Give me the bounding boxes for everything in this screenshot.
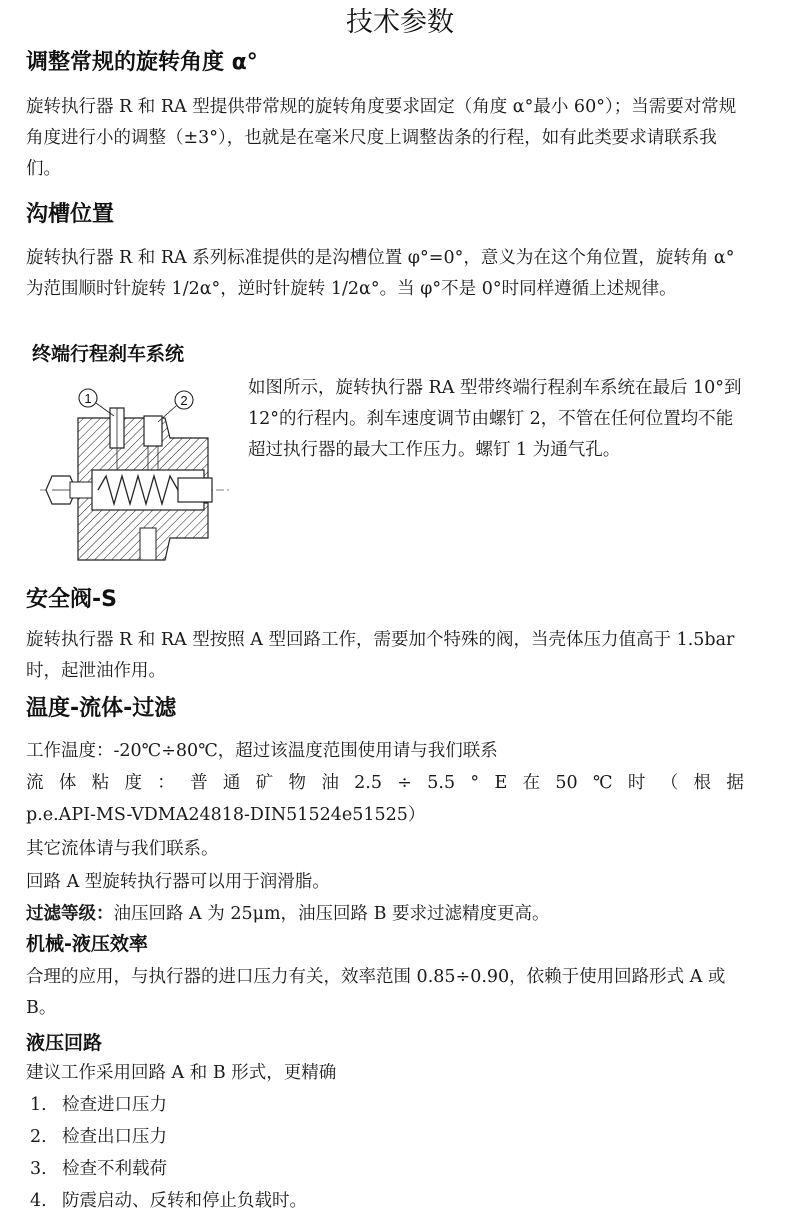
groove-heading: 沟槽位置: [26, 202, 115, 227]
viscosity-token: 时: [627, 773, 646, 793]
page-title: 技术参数: [346, 7, 454, 38]
viscosity-token: 据: [726, 773, 744, 793]
callout-2-label: 2: [180, 393, 188, 408]
efficiency-heading: 机械-液压效率: [26, 933, 148, 955]
viscosity-token: ：: [157, 773, 175, 793]
rotation-heading: 调整常规的旋转角度 α°: [26, 50, 258, 75]
safety-paragraph: 旋转执行器 R 和 RA 型按照 A 型回路工作，需要加个特殊的阀，当壳体压力值高于 1.5bar 时，起泄油作用。: [26, 630, 735, 681]
circuit-intro: 建议工作采用回路 A 和 B 形式，更精确: [26, 1063, 337, 1083]
rotation-paragraph: 旋转执行器 R 和 RA 型提供带常规的旋转角度要求固定（角度 α°最小 60°）；当需要对常规角度进行小的调整（±3°），也就是在毫米尺度上调整齿条的行程，如有此类要求请联系我们。: [26, 97, 737, 179]
brake-paragraph: 如图所示，旋转执行器 RA 型带终端行程刹车系统在最后 10°到 12°的行程内。刹车速度调节由螺钉 2，不管在任何位置均不能超过执行器的最大工作压力。螺钉 1 为通气孔。: [248, 378, 742, 460]
viscosity-token: E: [494, 773, 508, 793]
list-item-text: 检查不利载荷: [62, 1159, 167, 1179]
viscosity-token: 矿: [255, 773, 274, 793]
viscosity-token: 5.5: [427, 773, 456, 793]
viscosity-token: ℃: [592, 773, 613, 793]
list-item: [30, 1186, 307, 1217]
filter-text: 油压回路 A 为 25μm，油压回路 B 要求过滤精度更高。: [113, 904, 550, 924]
work-temperature-line: 工作温度：-20℃÷80℃，超过该温度范围使用请与我们联系: [26, 741, 498, 761]
viscosity-token: 物: [288, 773, 306, 793]
list-item-number: 4.: [30, 1191, 47, 1211]
filter-label: 过滤等级：: [26, 904, 114, 924]
viscosity-token: ÷: [397, 773, 412, 793]
brake-heading: 终端行程刹车系统: [32, 343, 185, 365]
viscosity-token: （: [660, 773, 679, 793]
list-item: [30, 1090, 167, 1121]
viscosity-continuation: p.e.API-MS-VDMA24818-DIN51524e51525）: [26, 805, 426, 825]
brake-system-figure: [30, 378, 235, 578]
list-item: [30, 1154, 167, 1185]
viscosity-token: 普: [190, 773, 208, 793]
viscosity-token: 根: [693, 773, 711, 793]
viscosity-token: 50: [555, 773, 578, 793]
viscosity-token: 度: [124, 773, 142, 793]
temperature-heading: 温度-流体-过滤: [26, 696, 177, 721]
viscosity-token: 体: [58, 773, 77, 793]
viscosity-token: 粘: [91, 773, 110, 793]
callout-1-label: 1: [84, 391, 92, 406]
callout-1: [79, 389, 97, 407]
viscosity-token: 2.5: [354, 773, 382, 793]
viscosity-token: 在: [522, 773, 541, 793]
viscosity-line: [26, 768, 744, 799]
list-item: [30, 1122, 167, 1153]
callout-2: [175, 391, 193, 409]
groove-paragraph: 旋转执行器 R 和 RA 系列标准提供的是沟槽位置 φ°=0°，意义为在这个角位置，旋转角 α°为范围顺时针旋转 1/2α°，逆时针旋转 1/2α°。当 φ°不是 0°时同样遵循上述规律。: [26, 248, 735, 299]
brake-cross-section-diagram: [30, 378, 235, 578]
viscosity-token: 油: [321, 773, 339, 793]
viscosity-token: 流: [26, 773, 44, 793]
circuit-heading: 液压回路: [26, 1032, 103, 1054]
list-item-number: 3.: [30, 1159, 47, 1179]
other-fluids-line: 其它流体请与我们联系。: [26, 839, 219, 859]
viscosity-token: 通: [222, 773, 241, 793]
viscosity-token: °: [470, 773, 480, 793]
list-item-number: 2.: [30, 1127, 47, 1147]
filter-line: [26, 899, 550, 930]
list-item-text: 检查进口压力: [62, 1095, 167, 1115]
safety-heading: 安全阀-S: [26, 587, 117, 612]
list-item-number: 1.: [30, 1095, 47, 1115]
list-item-text: 防震启动、反转和停止负载时。: [62, 1191, 307, 1211]
grease-line: 回路 A 型旋转执行器可以用于润滑脂。: [26, 872, 330, 892]
list-item-text: 检查出口压力: [62, 1127, 167, 1147]
efficiency-paragraph: 合理的应用，与执行器的进口压力有关，效率范围 0.85÷0.90，依赖于使用回路形式 A 或 B。: [26, 967, 726, 1018]
